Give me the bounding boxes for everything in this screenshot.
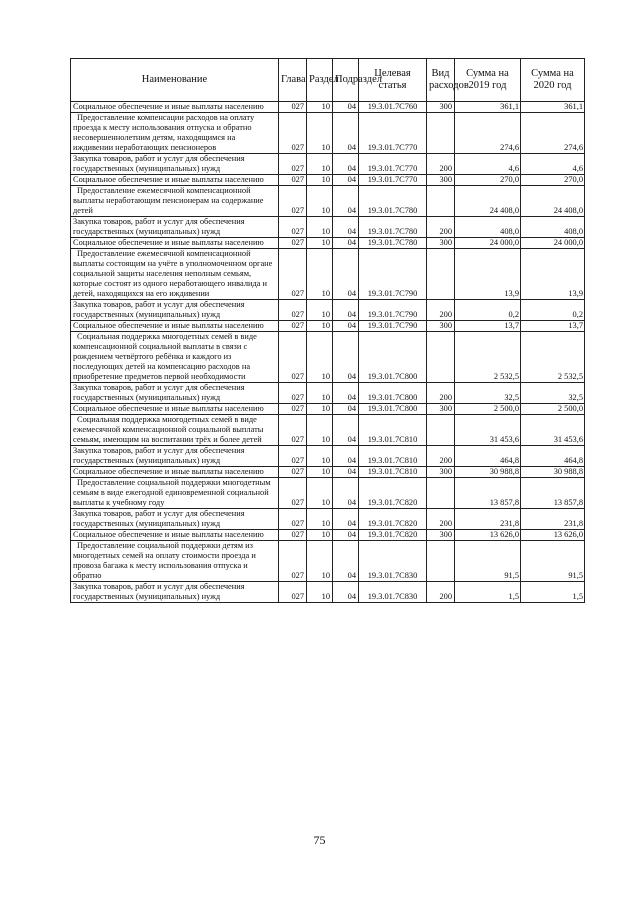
table-row xyxy=(71,582,585,603)
cell-target: 19.3.01.7С770 xyxy=(359,113,427,154)
cell-sum2019: 30 988,8 xyxy=(455,467,521,478)
cell-sum2019: 4,6 xyxy=(455,154,521,175)
cell-sum2019: 2 500,0 xyxy=(455,404,521,415)
cell-razdel: 10 xyxy=(307,404,333,415)
cell-sum2019: 408,0 xyxy=(455,217,521,238)
header-sum2020: Сумма на 2020 год xyxy=(521,59,585,102)
table-row xyxy=(71,541,585,582)
table-header-row xyxy=(71,59,585,102)
cell-glava: 027 xyxy=(279,238,307,249)
cell-vid: 200 xyxy=(427,446,455,467)
budget-table xyxy=(70,58,585,603)
cell-name: Социальное обеспечение и иные выплаты населению xyxy=(71,467,279,478)
cell-sum2019: 231,8 xyxy=(455,509,521,530)
table-row xyxy=(71,102,585,113)
cell-glava: 027 xyxy=(279,154,307,175)
cell-razdel: 10 xyxy=(307,530,333,541)
cell-glava: 027 xyxy=(279,415,307,446)
cell-sum2020: 274,6 xyxy=(521,113,585,154)
cell-sum2020: 270,0 xyxy=(521,175,585,186)
cell-sum2019: 0,2 xyxy=(455,300,521,321)
cell-podrazdel: 04 xyxy=(333,186,359,217)
cell-sum2020: 24 408,0 xyxy=(521,186,585,217)
cell-target: 19.3.01.7С830 xyxy=(359,541,427,582)
cell-vid: 300 xyxy=(427,238,455,249)
cell-vid: 300 xyxy=(427,175,455,186)
cell-glava: 027 xyxy=(279,541,307,582)
cell-podrazdel: 04 xyxy=(333,238,359,249)
cell-glava: 027 xyxy=(279,249,307,300)
table-row xyxy=(71,175,585,186)
cell-name: Закупка товаров, работ и услуг для обеспечения государственных (муниципальных) нужд xyxy=(71,383,279,404)
cell-podrazdel: 04 xyxy=(333,249,359,300)
cell-target: 19.3.01.7С820 xyxy=(359,509,427,530)
cell-sum2019: 361,1 xyxy=(455,102,521,113)
cell-sum2020: 32,5 xyxy=(521,383,585,404)
cell-name: Закупка товаров, работ и услуг для обеспечения государственных (муниципальных) нужд xyxy=(71,217,279,238)
cell-name: Социальное обеспечение и иные выплаты населению xyxy=(71,404,279,415)
cell-target: 19.3.01.7С800 xyxy=(359,404,427,415)
cell-sum2020: 231,8 xyxy=(521,509,585,530)
cell-glava: 027 xyxy=(279,467,307,478)
cell-podrazdel: 04 xyxy=(333,175,359,186)
cell-razdel: 10 xyxy=(307,249,333,300)
cell-podrazdel: 04 xyxy=(333,383,359,404)
cell-glava: 027 xyxy=(279,446,307,467)
cell-name: Закупка товаров, работ и услуг для обеспечения государственных (муниципальных) нужд xyxy=(71,582,279,603)
cell-name: Социальное обеспечение и иные выплаты населению xyxy=(71,238,279,249)
table-row xyxy=(71,332,585,383)
cell-vid xyxy=(427,478,455,509)
header-podrazdel: Подраздел xyxy=(333,59,359,102)
cell-vid: 200 xyxy=(427,217,455,238)
cell-name: Закупка товаров, работ и услуг для обеспечения государственных (муниципальных) нужд xyxy=(71,509,279,530)
cell-name: Предоставление социальной поддержки детям из многодетных семей на оплату стоимости проезда и провоза багажа к месту использования отпуска и обратно xyxy=(71,541,279,582)
cell-podrazdel: 04 xyxy=(333,154,359,175)
cell-sum2020: 0,2 xyxy=(521,300,585,321)
cell-sum2020: 464,8 xyxy=(521,446,585,467)
cell-glava: 027 xyxy=(279,186,307,217)
cell-razdel: 10 xyxy=(307,300,333,321)
cell-razdel: 10 xyxy=(307,154,333,175)
cell-target: 19.3.01.7С780 xyxy=(359,238,427,249)
cell-vid xyxy=(427,415,455,446)
table-row xyxy=(71,154,585,175)
cell-glava: 027 xyxy=(279,321,307,332)
cell-podrazdel: 04 xyxy=(333,300,359,321)
table-row xyxy=(71,415,585,446)
cell-glava: 027 xyxy=(279,102,307,113)
cell-vid: 300 xyxy=(427,321,455,332)
table-row xyxy=(71,530,585,541)
header-name: Наименование xyxy=(71,59,279,102)
cell-vid: 200 xyxy=(427,154,455,175)
cell-sum2020: 13 857,8 xyxy=(521,478,585,509)
cell-name: Предоставление ежемесячной компенсационной выплаты неработающим пенсионерам на содержание детей xyxy=(71,186,279,217)
cell-vid xyxy=(427,186,455,217)
cell-glava: 027 xyxy=(279,175,307,186)
cell-sum2019: 31 453,6 xyxy=(455,415,521,446)
table-row xyxy=(71,300,585,321)
cell-target: 19.3.01.7С780 xyxy=(359,217,427,238)
cell-podrazdel: 04 xyxy=(333,321,359,332)
header-razdel: Раздел xyxy=(307,59,333,102)
cell-podrazdel: 04 xyxy=(333,530,359,541)
cell-sum2020: 31 453,6 xyxy=(521,415,585,446)
cell-razdel: 10 xyxy=(307,238,333,249)
cell-sum2020: 1,5 xyxy=(521,582,585,603)
cell-razdel: 10 xyxy=(307,478,333,509)
cell-sum2019: 2 532,5 xyxy=(455,332,521,383)
cell-name: Социальное обеспечение и иные выплаты населению xyxy=(71,102,279,113)
cell-target: 19.3.01.7С820 xyxy=(359,478,427,509)
table-row xyxy=(71,404,585,415)
cell-podrazdel: 04 xyxy=(333,415,359,446)
cell-sum2020: 91,5 xyxy=(521,541,585,582)
table-row xyxy=(71,478,585,509)
table-row xyxy=(71,238,585,249)
cell-sum2019: 24 408,0 xyxy=(455,186,521,217)
cell-name: Закупка товаров, работ и услуг для обеспечения государственных (муниципальных) нужд xyxy=(71,154,279,175)
cell-sum2019: 91,5 xyxy=(455,541,521,582)
cell-sum2019: 270,0 xyxy=(455,175,521,186)
cell-name: Предоставление компенсации расходов на оплату проезда к месту использования отпуска и обратно несовершеннолетним детям, находящимся на иждивении неработающих пенсионеров xyxy=(71,113,279,154)
cell-razdel: 10 xyxy=(307,175,333,186)
cell-target: 19.3.01.7С770 xyxy=(359,154,427,175)
cell-razdel: 10 xyxy=(307,509,333,530)
cell-target: 19.3.01.7С790 xyxy=(359,249,427,300)
cell-razdel: 10 xyxy=(307,186,333,217)
cell-podrazdel: 04 xyxy=(333,102,359,113)
table-row xyxy=(71,217,585,238)
cell-podrazdel: 04 xyxy=(333,113,359,154)
cell-sum2020: 4,6 xyxy=(521,154,585,175)
cell-glava: 027 xyxy=(279,113,307,154)
cell-target: 19.3.01.7С790 xyxy=(359,321,427,332)
table-body xyxy=(71,102,585,603)
cell-sum2020: 13,7 xyxy=(521,321,585,332)
header-target: Целевая статья xyxy=(359,59,427,102)
cell-glava: 027 xyxy=(279,217,307,238)
cell-name: Предоставление ежемесячной компенсационной выплаты состоящим на учёте в уполномоченном органе социальной защиты населения неполным семьям, которые состоят из одного неработающего инвалида и детей, находящихся на его иждивении xyxy=(71,249,279,300)
cell-podrazdel: 04 xyxy=(333,467,359,478)
cell-target: 19.3.01.7С790 xyxy=(359,300,427,321)
cell-vid xyxy=(427,113,455,154)
cell-vid: 200 xyxy=(427,582,455,603)
cell-sum2019: 13,7 xyxy=(455,321,521,332)
cell-sum2019: 13 626,0 xyxy=(455,530,521,541)
cell-vid xyxy=(427,541,455,582)
cell-vid xyxy=(427,332,455,383)
cell-razdel: 10 xyxy=(307,332,333,383)
cell-target: 19.3.01.7С820 xyxy=(359,530,427,541)
cell-sum2019: 1,5 xyxy=(455,582,521,603)
cell-name: Закупка товаров, работ и услуг для обеспечения государственных (муниципальных) нужд xyxy=(71,300,279,321)
cell-glava: 027 xyxy=(279,509,307,530)
cell-razdel: 10 xyxy=(307,467,333,478)
cell-podrazdel: 04 xyxy=(333,404,359,415)
cell-vid: 200 xyxy=(427,300,455,321)
cell-target: 19.3.01.7С770 xyxy=(359,175,427,186)
cell-razdel: 10 xyxy=(307,113,333,154)
cell-target: 19.3.01.7С780 xyxy=(359,186,427,217)
table-row xyxy=(71,467,585,478)
table-row xyxy=(71,186,585,217)
cell-glava: 027 xyxy=(279,530,307,541)
header-glava: Глава xyxy=(279,59,307,102)
table-row xyxy=(71,321,585,332)
cell-vid: 300 xyxy=(427,467,455,478)
table-row xyxy=(71,509,585,530)
cell-sum2019: 464,8 xyxy=(455,446,521,467)
cell-razdel: 10 xyxy=(307,582,333,603)
cell-name: Социальная поддержка многодетных семей в виде компенсационной социальной выплаты в связи с рождением четвёртого ребёнка и каждого из последующих детей на компенсацию расходов на приобретение предметов первой необходимости xyxy=(71,332,279,383)
cell-sum2019: 13 857,8 xyxy=(455,478,521,509)
cell-podrazdel: 04 xyxy=(333,217,359,238)
cell-razdel: 10 xyxy=(307,102,333,113)
cell-vid: 300 xyxy=(427,530,455,541)
page-number: 75 xyxy=(313,833,326,847)
table-row xyxy=(71,249,585,300)
cell-name: Закупка товаров, работ и услуг для обеспечения государственных (муниципальных) нужд xyxy=(71,446,279,467)
cell-name: Социальное обеспечение и иные выплаты населению xyxy=(71,530,279,541)
cell-target: 19.3.01.7С800 xyxy=(359,332,427,383)
cell-vid: 300 xyxy=(427,404,455,415)
cell-vid: 300 xyxy=(427,102,455,113)
cell-glava: 027 xyxy=(279,332,307,383)
cell-target: 19.3.01.7С760 xyxy=(359,102,427,113)
cell-podrazdel: 04 xyxy=(333,582,359,603)
cell-target: 19.3.01.7С810 xyxy=(359,446,427,467)
cell-sum2020: 361,1 xyxy=(521,102,585,113)
cell-razdel: 10 xyxy=(307,415,333,446)
cell-vid: 200 xyxy=(427,509,455,530)
cell-sum2020: 30 988,8 xyxy=(521,467,585,478)
cell-razdel: 10 xyxy=(307,321,333,332)
cell-razdel: 10 xyxy=(307,446,333,467)
table-row xyxy=(71,383,585,404)
cell-glava: 027 xyxy=(279,404,307,415)
cell-podrazdel: 04 xyxy=(333,541,359,582)
cell-sum2020: 24 000,0 xyxy=(521,238,585,249)
cell-podrazdel: 04 xyxy=(333,478,359,509)
cell-glava: 027 xyxy=(279,383,307,404)
cell-glava: 027 xyxy=(279,478,307,509)
cell-vid xyxy=(427,249,455,300)
cell-podrazdel: 04 xyxy=(333,509,359,530)
header-sum2019: Сумма на 2019 год xyxy=(455,59,521,102)
cell-glava: 027 xyxy=(279,582,307,603)
cell-sum2020: 408,0 xyxy=(521,217,585,238)
cell-target: 19.3.01.7С810 xyxy=(359,467,427,478)
cell-name: Социальная поддержка многодетных семей в виде ежемесячной компенсационной социальной выплаты семьям, имеющим на воспитании трёх и более детей xyxy=(71,415,279,446)
cell-sum2020: 2 532,5 xyxy=(521,332,585,383)
cell-target: 19.3.01.7С800 xyxy=(359,383,427,404)
cell-razdel: 10 xyxy=(307,541,333,582)
table-row xyxy=(71,113,585,154)
cell-sum2019: 24 000,0 xyxy=(455,238,521,249)
cell-sum2020: 2 500,0 xyxy=(521,404,585,415)
cell-target: 19.3.01.7С810 xyxy=(359,415,427,446)
cell-podrazdel: 04 xyxy=(333,332,359,383)
cell-target: 19.3.01.7С830 xyxy=(359,582,427,603)
cell-razdel: 10 xyxy=(307,217,333,238)
cell-name: Социальное обеспечение и иные выплаты населению xyxy=(71,175,279,186)
cell-sum2019: 274,6 xyxy=(455,113,521,154)
cell-glava: 027 xyxy=(279,300,307,321)
cell-name: Социальное обеспечение и иные выплаты населению xyxy=(71,321,279,332)
cell-name: Предоставление социальной поддержки многодетным семьям в виде ежегодной единовременной социальной выплаты к учебному году xyxy=(71,478,279,509)
cell-sum2020: 13,9 xyxy=(521,249,585,300)
cell-vid: 200 xyxy=(427,383,455,404)
cell-podrazdel: 04 xyxy=(333,446,359,467)
header-vid: Вид расходов xyxy=(427,59,455,102)
cell-sum2020: 13 626,0 xyxy=(521,530,585,541)
cell-sum2019: 13,9 xyxy=(455,249,521,300)
table-row xyxy=(71,446,585,467)
cell-razdel: 10 xyxy=(307,383,333,404)
cell-sum2019: 32,5 xyxy=(455,383,521,404)
